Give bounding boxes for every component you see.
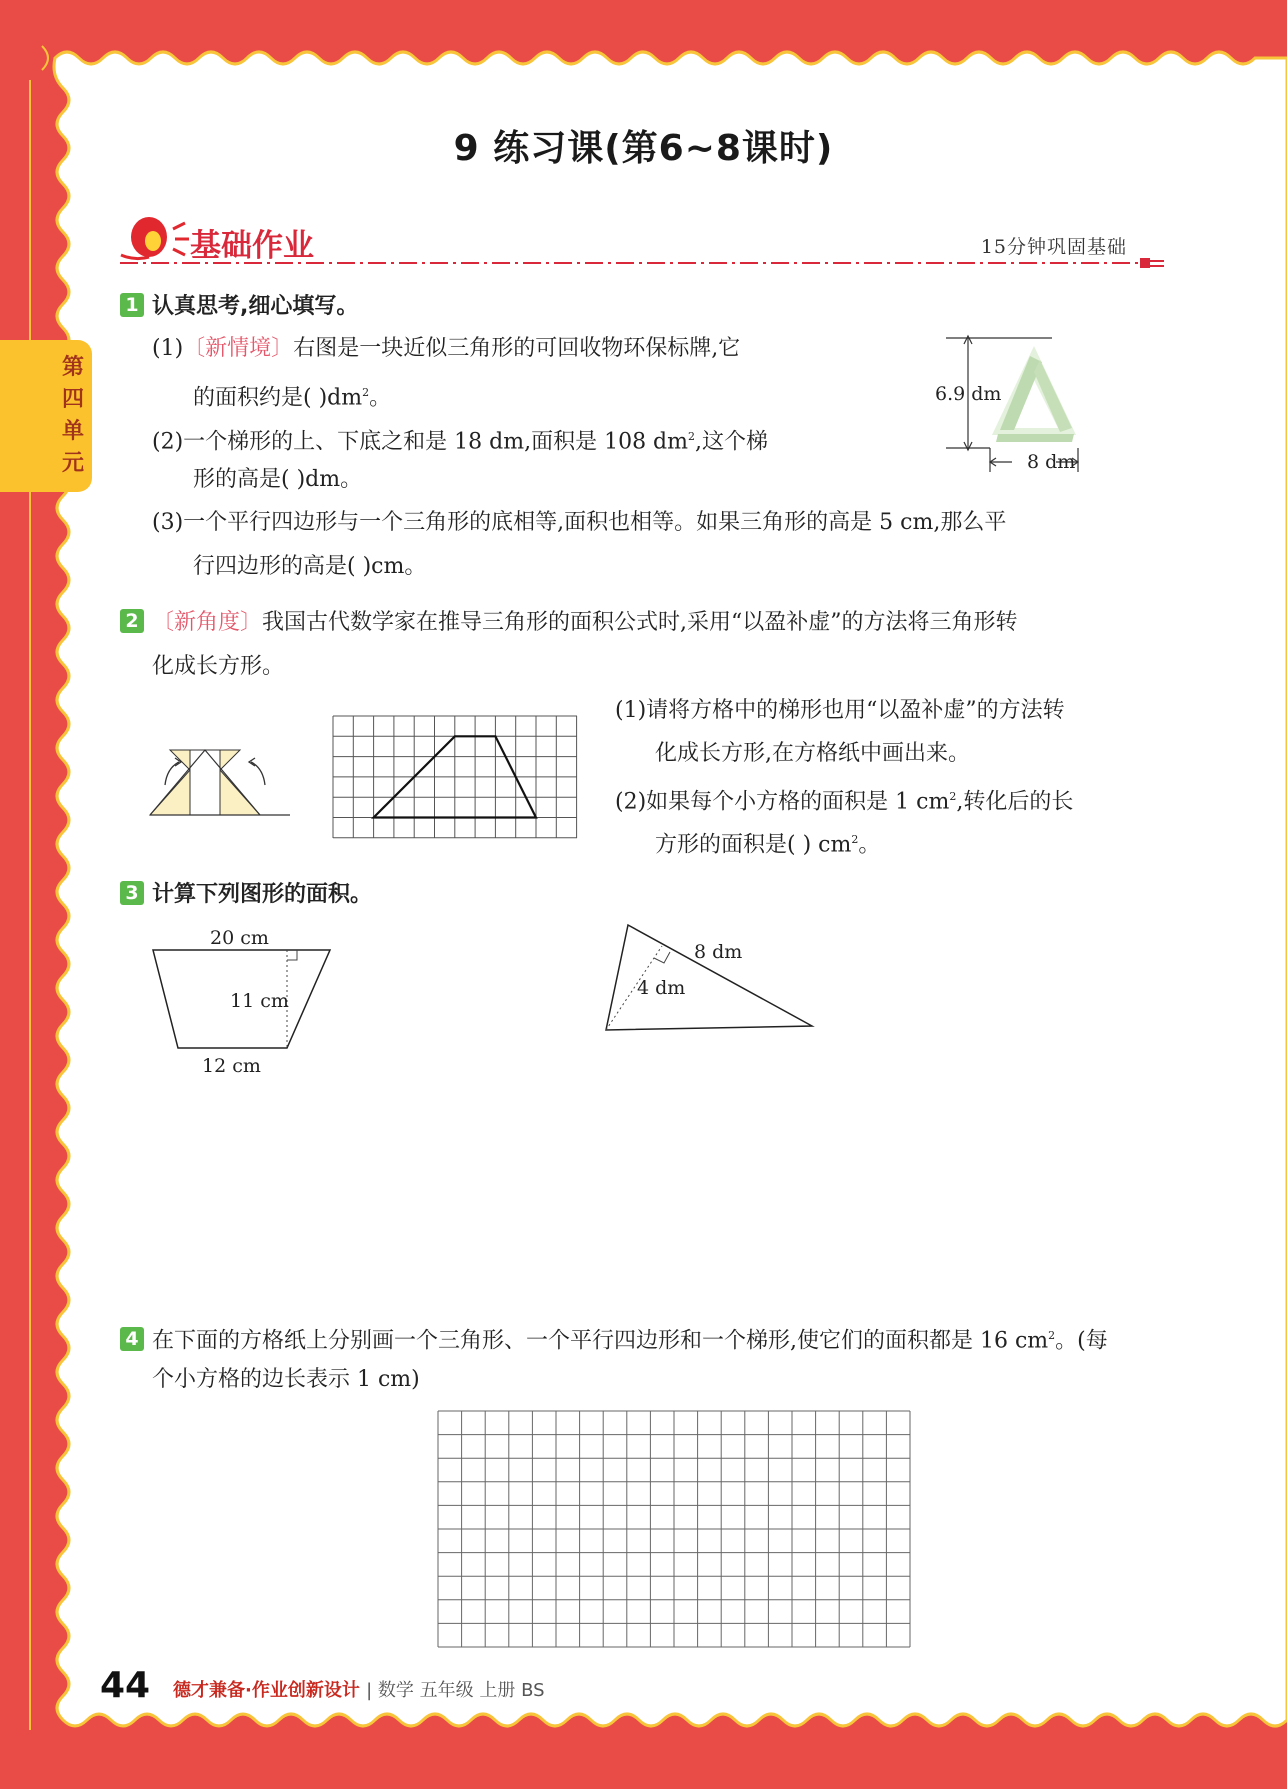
triangle-figure: [600, 920, 820, 1035]
sign-height-label: 6.9 dm: [935, 383, 1002, 405]
page-number: 44: [100, 1665, 151, 1706]
q2-tag: 〔新角度〕: [152, 610, 263, 635]
section-title: 基础作业: [190, 228, 314, 264]
drawing-grid[interactable]: [437, 1410, 913, 1650]
q1-part1-line1: [152, 334, 740, 364]
q4-line2: 个小方格的边长表示 1 cm): [152, 1367, 420, 1392]
q2-sub2-text: (2)如果每个小方格的面积是 1 cm: [615, 789, 950, 815]
q1-part1-blank[interactable]: 的面积约是( )dm: [193, 385, 363, 411]
q2-text: 我国古代数学家在推导三角形的面积公式时,采用“以盈补虚”的方法将三角形转: [262, 610, 1018, 635]
sign-base-label: 8 dm: [1027, 451, 1076, 473]
q1-part1-index: (1): [152, 336, 184, 361]
trapezoid-height-label: 11 cm: [230, 990, 289, 1012]
q4-text: 在下面的方格纸上分别画一个三角形、一个平行四边形和一个梯形,使它们的面积都是 16 cm: [152, 1328, 1049, 1354]
q2-number: 2: [120, 609, 144, 633]
q3-number: 3: [120, 881, 144, 905]
unit-side-tab: [0, 340, 92, 492]
q2-line1: [120, 608, 1018, 638]
page-title: 9 练习课(第6~8课时): [453, 128, 834, 169]
trapezoid-top-label: 20 cm: [210, 927, 269, 949]
unit-label: 第四单元: [61, 355, 84, 476]
q4-number: 4: [120, 1327, 144, 1351]
section-subtitle: 15分钟巩固基础: [980, 236, 1127, 258]
q1-part2-line2[interactable]: 形的高是( )dm。: [193, 467, 363, 492]
triangle-side-label: 8 dm: [694, 941, 743, 963]
q1-part2-end: ,这个梯: [695, 429, 769, 455]
q2-sub1-line2: 化成长方形,在方格纸中画出来。: [655, 741, 970, 766]
q1-part2-line1: (2)一个梯形的上、下底之和是 18 dm,面积是 108 $dm^2$,这个梯: [152, 429, 769, 455]
q2-sub1-line1: (1)请将方格中的梯形也用“以盈补虚”的方法转: [615, 698, 1065, 723]
q4-text-end: 。(每: [1055, 1328, 1108, 1354]
q1-heading: [120, 292, 358, 322]
footer-book-info: | 数学 五年级 上册 BS: [366, 1680, 545, 1701]
q3-heading: [120, 880, 372, 910]
q2-sub2-end2: 。: [858, 832, 881, 858]
q2-sub2-blank[interactable]: 方形的面积是( ) cm: [655, 832, 852, 858]
q1-part1-line2: 的面积约是( )$dm^2$。: [193, 385, 392, 411]
q1-part1-text: 右图是一块近似三角形的可回收物环保标牌,它: [293, 336, 741, 361]
q2-sub2-line2: 方形的面积是( ) $cm^2$。: [655, 832, 881, 858]
q4-line1: 4 在下面的方格纸上分别画一个三角形、一个平行四边形和一个梯形,使它们的面积都是 16 $cm^2$。(每: [120, 1321, 1108, 1356]
q2-sub2-line1: (2)如果每个小方格的面积是 1 $cm^2$,转化后的长: [615, 789, 1074, 815]
trapezoid-bottom-label: 12 cm: [202, 1055, 261, 1077]
q1-part2-text: (2)一个梯形的上、下底之和是 18 dm,面积是 108 dm: [152, 429, 689, 455]
trapezoid-grid[interactable]: [332, 715, 582, 839]
triangle-to-rectangle-figure: [145, 740, 305, 820]
section-divider: [120, 256, 1165, 270]
footer-brand: [173, 1676, 545, 1702]
footer-brand-name: 德才兼备·作业创新设计: [173, 1680, 360, 1701]
q1-part1-tag: 〔新情境〕: [183, 336, 294, 361]
q2-line2: 化成长方形。: [152, 654, 285, 679]
q1-instruction: 认真思考,细心填写。: [152, 294, 359, 319]
q1-part1-end: 。: [369, 385, 392, 411]
q1-part3-line2[interactable]: 行四边形的高是( )cm。: [193, 554, 427, 579]
q1-part3-line1: (3)一个平行四边形与一个三角形的底相等,面积也相等。如果三角形的高是 5 cm,那么平: [152, 510, 1007, 535]
q1-number: 1: [120, 293, 144, 317]
q3-instruction: 计算下列图形的面积。: [152, 882, 373, 907]
triangle-height-label: 4 dm: [637, 977, 686, 999]
q2-sub2-end: ,转化后的长: [956, 789, 1074, 815]
